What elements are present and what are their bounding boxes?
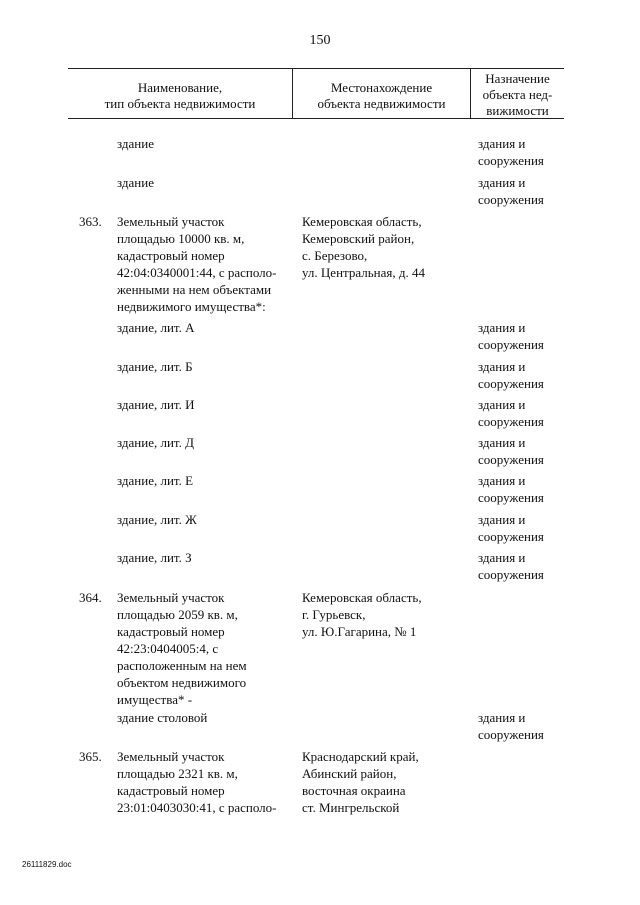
object-purpose-line: здания и [478, 320, 526, 335]
object-purpose-line: здания и [478, 550, 526, 565]
object-purpose-line: здания и [478, 435, 526, 450]
object-name-line: здание, лит. Д [117, 435, 194, 450]
object-name-line: 42:04:0340001:44, с располо- [117, 265, 277, 280]
object-purpose-line: сооружения [478, 452, 544, 467]
object-name [117, 213, 289, 315]
object-purpose [478, 709, 568, 743]
object-name [117, 589, 289, 708]
header-line: Наименование, [137, 80, 223, 95]
object-purpose-line: здания и [478, 710, 526, 725]
header-line: Местонахождение [330, 80, 433, 95]
object-purpose-line: здания и [478, 397, 526, 412]
object-name [117, 135, 289, 152]
object-location-line: ст. Мингрельской [302, 800, 400, 815]
object-purpose-line: сооружения [478, 376, 544, 391]
object-purpose [478, 434, 568, 468]
object-purpose-line: здания и [478, 512, 526, 527]
object-purpose-line: здания и [478, 136, 526, 151]
object-name-line: Земельный участок [117, 214, 225, 229]
object-name-line: здание, лит. А [117, 320, 195, 335]
object-purpose-line: здания и [478, 473, 526, 488]
object-purpose-line: сооружения [478, 414, 544, 429]
object-purpose [478, 549, 568, 583]
object-location-line: Кемеровский район, [302, 231, 415, 246]
object-purpose-line: сооружения [478, 567, 544, 582]
object-name-line: площадью 2321 кв. м, [117, 766, 238, 781]
object-location-line: с. Березово, [302, 248, 368, 263]
object-purpose-line: сооружения [478, 727, 544, 742]
object-purpose-line: сооружения [478, 490, 544, 505]
object-name [117, 396, 289, 413]
object-purpose-line: сооружения [478, 529, 544, 544]
object-name-line: площадью 10000 кв. м, [117, 231, 245, 246]
object-name [117, 511, 289, 528]
object-name-line: 23:01:0403030:41, с располо- [117, 800, 277, 815]
object-name-line: здание [117, 175, 154, 190]
header-line: Назначение [485, 71, 550, 86]
object-name [117, 358, 289, 375]
object-purpose-line: здания и [478, 175, 526, 190]
object-purpose-line: сооружения [478, 337, 544, 352]
object-purpose [478, 396, 568, 430]
header-location [293, 80, 470, 112]
header-purpose [471, 71, 564, 119]
object-name-line: объектом недвижимого [117, 675, 247, 690]
object-name [117, 748, 289, 816]
object-name-line: здание, лит. Е [117, 473, 194, 488]
object-name [117, 319, 289, 336]
object-name-line: имущества* - [117, 692, 193, 707]
header-name [68, 80, 292, 112]
footer-filename: 26111829.doc [22, 860, 72, 869]
object-name [117, 549, 289, 566]
page-number: 150 [309, 33, 331, 48]
object-name [117, 434, 289, 451]
object-purpose [478, 319, 568, 353]
object-name [117, 472, 289, 489]
object-location [302, 748, 470, 816]
object-purpose [478, 358, 568, 392]
table-top-rule [68, 68, 564, 69]
object-location-line: Кемеровская область, [302, 214, 422, 229]
object-purpose-line: здания и [478, 359, 526, 374]
object-name-line: здание, лит. И [117, 397, 195, 412]
object-purpose-line: сооружения [478, 192, 544, 207]
row-number: 364. [79, 590, 102, 605]
object-name-line: недвижимого имущества*: [117, 299, 266, 314]
object-purpose [478, 135, 568, 169]
object-location [302, 213, 470, 281]
object-name-line: здание [117, 136, 154, 151]
object-location-line: восточная окраина [302, 783, 406, 798]
object-name-line: 42:23:0404005:4, с [117, 641, 219, 656]
object-location-line: ул. Ю.Гагарина, № 1 [302, 624, 417, 639]
object-purpose [478, 511, 568, 545]
header-line: объекта нед- [482, 87, 553, 102]
object-name-line: здание столовой [117, 710, 208, 725]
object-location [302, 589, 470, 640]
object-name-line: женными на нем объектами [117, 282, 272, 297]
object-name [117, 174, 289, 191]
object-location-line: ул. Центральная, д. 44 [302, 265, 425, 280]
object-name-line: Земельный участок [117, 590, 225, 605]
row-number: 363. [79, 214, 102, 229]
object-purpose-line: сооружения [478, 153, 544, 168]
object-location-line: Краснодарский край, [302, 749, 419, 764]
header-line: вижимости [486, 103, 549, 118]
row-number: 365. [79, 749, 102, 764]
object-name-line: кадастровый номер [117, 248, 225, 263]
object-purpose [478, 472, 568, 506]
header-line: объекта недвижимости [317, 96, 446, 111]
object-name-line: здание, лит. Ж [117, 512, 197, 527]
header-line: тип объекта недвижимости [104, 96, 256, 111]
object-location-line: Кемеровская область, [302, 590, 422, 605]
object-name-line: здание, лит. Б [117, 359, 193, 374]
object-name-line: здание, лит. З [117, 550, 192, 565]
object-location-line: г. Гурьевск, [302, 607, 366, 622]
object-name-line: расположенным на нем [117, 658, 247, 673]
object-name-line: кадастровый номер [117, 624, 225, 639]
object-name-line: площадью 2059 кв. м, [117, 607, 238, 622]
object-purpose [478, 174, 568, 208]
object-name [117, 709, 289, 726]
object-name-line: кадастровый номер [117, 783, 225, 798]
object-name-line: Земельный участок [117, 749, 225, 764]
object-location-line: Абинский район, [302, 766, 397, 781]
